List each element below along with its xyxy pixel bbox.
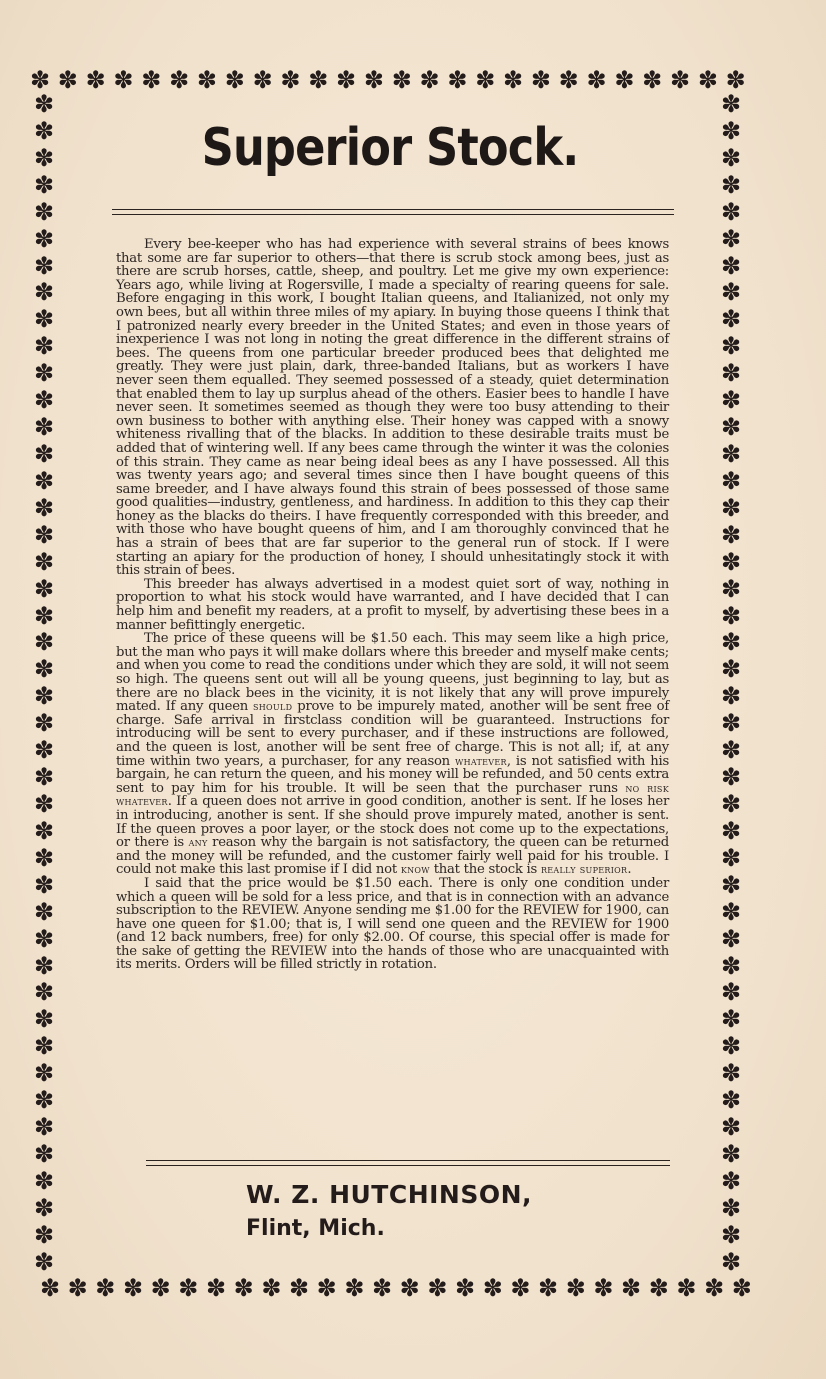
- flower-ornament-icon: ✽: [720, 197, 742, 226]
- flower-ornament-icon: ✽: [720, 1220, 742, 1249]
- flower-ornament-icon: ✽: [33, 709, 55, 738]
- flower-ornament-icon: ✽: [720, 1005, 742, 1034]
- emphasis-text: any: [188, 835, 208, 850]
- flower-ornament-icon: ✽: [33, 170, 55, 199]
- body-paragraph: [116, 238, 669, 578]
- flower-ornament-icon: ✽: [33, 655, 55, 684]
- closing-rule-top: [146, 1160, 670, 1161]
- flower-ornament-icon: ✽: [720, 90, 742, 118]
- flower-ornament-icon: ✽: [372, 1274, 393, 1302]
- flower-ornament-icon: ✽: [33, 1086, 55, 1115]
- flower-ornament-icon: ✽: [720, 709, 742, 738]
- flower-ornament-icon: ✽: [475, 66, 496, 94]
- flower-ornament-icon: ✽: [482, 1274, 503, 1302]
- flower-ornament-icon: ✽: [33, 466, 55, 495]
- flower-ornament-icon: ✽: [720, 763, 742, 792]
- emphasis-text: no risk whatever: [116, 780, 669, 809]
- flower-ornament-icon: ✽: [113, 66, 134, 94]
- flower-ornament-icon: ✽: [565, 1274, 586, 1302]
- flower-ornament-icon: ✽: [720, 439, 742, 468]
- flower-ornament-icon: ✽: [720, 843, 742, 872]
- flower-ornament-icon: ✽: [720, 278, 742, 307]
- flower-ornament-icon: ✽: [558, 66, 579, 94]
- flower-ornament-icon: ✽: [33, 1005, 55, 1034]
- flower-ornament-icon: ✽: [33, 439, 55, 468]
- paragraph-text: that the stock is: [429, 862, 541, 878]
- flower-ornament-icon: ✽: [720, 924, 742, 953]
- advertisement-body: [116, 238, 669, 972]
- flower-ornament-icon: ✽: [33, 1059, 55, 1088]
- flower-ornament-icon: ✽: [731, 1274, 752, 1302]
- flower-ornament-icon: ✽: [33, 305, 55, 334]
- body-paragraph: [116, 632, 669, 877]
- flower-ornament-icon: ✽: [720, 116, 742, 145]
- flower-ornament-icon: ✽: [33, 413, 55, 442]
- flower-ornament-icon: ✽: [33, 90, 55, 118]
- flower-ornament-icon: ✽: [261, 1274, 282, 1302]
- flower-ornament-icon: ✽: [33, 1166, 55, 1195]
- flower-ornament-icon: ✽: [720, 628, 742, 657]
- flower-ornament-icon: ✽: [39, 1274, 61, 1302]
- flower-ornament-icon: ✽: [363, 66, 384, 94]
- flower-ornament-icon: ✽: [725, 66, 746, 94]
- flower-ornament-icon: ✽: [141, 66, 162, 94]
- flower-ornament-icon: ✽: [95, 1274, 116, 1302]
- flower-ornament-icon: ✽: [586, 66, 607, 94]
- flower-ornament-icon: ✽: [720, 224, 742, 253]
- flower-ornament-icon: ✽: [33, 547, 55, 576]
- emphasis-text: should: [253, 699, 293, 714]
- flower-ornament-icon: ✽: [720, 1139, 742, 1168]
- flower-ornament-icon: ✽: [33, 520, 55, 549]
- ornamental-border-top: [28, 66, 748, 94]
- flower-ornament-icon: ✽: [33, 736, 55, 765]
- emphasis-text: know: [400, 862, 430, 877]
- flower-ornament-icon: ✽: [33, 1139, 55, 1168]
- flower-ornament-icon: ✽: [33, 332, 55, 361]
- title-rule-bottom: [112, 214, 674, 215]
- flower-ornament-icon: ✽: [33, 601, 55, 630]
- flower-ornament-icon: ✽: [33, 763, 55, 792]
- flower-ornament-icon: ✽: [252, 66, 273, 94]
- flower-ornament-icon: ✽: [33, 224, 55, 253]
- flower-ornament-icon: ✽: [33, 1113, 55, 1142]
- flower-ornament-icon: ✽: [33, 574, 55, 603]
- paragraph-text: This breeder has always advertised in a modest quiet sort of way, nothing in proportion to what his stock would have warranted, and I have decided that I can help him and benefit my readers, at a profit to myself, by advertising these bees in a manner befittingly energetic.: [116, 576, 669, 633]
- flower-ornament-icon: ✽: [447, 66, 468, 94]
- flower-ornament-icon: ✽: [669, 66, 691, 94]
- flower-ornament-icon: ✽: [704, 1274, 725, 1302]
- flower-ornament-icon: ✽: [720, 332, 742, 361]
- flower-ornament-icon: ✽: [33, 197, 55, 226]
- flower-ornament-icon: ✽: [720, 493, 742, 522]
- flower-ornament-icon: ✽: [720, 1059, 742, 1088]
- flower-ornament-icon: ✽: [720, 736, 742, 765]
- paragraph-text: reason why the bargain is not satisfactory, the queen can be returned and the money will be refunded, and the customer fairly well paid for his trouble. I could not make this last promise if I did not: [116, 835, 669, 878]
- flower-ornament-icon: ✽: [57, 66, 78, 94]
- flower-ornament-icon: ✽: [33, 116, 55, 145]
- flower-ornament-icon: ✽: [33, 386, 55, 415]
- flower-ornament-icon: ✽: [720, 1193, 742, 1222]
- flower-ornament-icon: ✽: [33, 628, 55, 657]
- flower-ornament-icon: ✽: [720, 978, 742, 1007]
- flower-ornament-icon: ✽: [196, 66, 218, 94]
- flower-ornament-icon: ✽: [391, 66, 412, 94]
- flower-ornament-icon: ✽: [33, 251, 55, 280]
- flower-ornament-icon: ✽: [697, 66, 718, 94]
- flower-ornament-icon: ✽: [33, 789, 55, 818]
- flower-ornament-icon: ✽: [288, 1274, 310, 1302]
- flower-ornament-icon: ✽: [344, 1274, 365, 1302]
- flower-ornament-icon: ✽: [33, 816, 55, 845]
- paragraph-text: Every bee-keeper who has had experience with several strains of bees knows that some are far superior to others—that there is scrub stock among bees, just as there are scrub horses, cattle, sheep, and poultry. Let me give my own experience: Years ago, while living at Rogersville, I made a specialty of rearing queens for sale. Before engaging in this work, I bought Italian queens, and Italianized, not only my own bees, but all within three miles of my apiary. In buying those queens I think that I patronized nearly every breeder in the United States; and even in those years of inexperience I was not long in noting the great difference in the different strains of bees. The queens from one particular breeder produced bees that delighted me greatly. They were just plain, dark, three-banded Italians, but as workers I have never seen them equalled. They seemed possessed of a steady, quiet determination that enabled them to lay up surplus ahead of the others. Easier bees to handle I have never seen. It sometimes seemed as though they were too busy attending to their own business to bother with anything else. Their honey was capped with a snowy whiteness rivalling that of the blacks. In addition to these desirable traits must be added that of wintering well. If any bees came through the winter it was the colonies of this strain. They came as near being ideal bees as any I have possessed. All this was twenty years ago; and several times since then I have bought queens of this same breeder, and I have always found this strain of bees possessed of those same good qualities—industry, gentleness, and hardiness. In addition to this they cap their honey as the blacks do theirs. I have frequently corresponded with this breeder, and with those who have bought queens of him, and I am thoroughly convinced that he has a strain of bees that are far superior to the general run of stock. If I were starting an apiary for the production of honey, I should unhesitatingly stock it with this strain of bees.: [116, 237, 669, 579]
- flower-ornament-icon: ✽: [648, 1274, 669, 1302]
- flower-ornament-icon: ✽: [720, 305, 742, 334]
- flower-ornament-icon: ✽: [503, 66, 524, 94]
- signature-place: Flint, Mich.: [246, 1216, 385, 1241]
- ornamental-border-right: [717, 92, 745, 1274]
- flower-ornament-icon: ✽: [169, 66, 190, 94]
- ornamental-border-bottom: [38, 1274, 754, 1302]
- body-paragraph: [116, 877, 669, 972]
- flower-ornament-icon: ✽: [29, 66, 51, 94]
- flower-ornament-icon: ✽: [720, 951, 742, 980]
- paragraph-text: .: [627, 862, 632, 878]
- flower-ornament-icon: ✽: [720, 816, 742, 845]
- flower-ornament-icon: ✽: [85, 66, 106, 94]
- flower-ornament-icon: ✽: [720, 143, 742, 172]
- flower-ornament-icon: ✽: [33, 278, 55, 307]
- flower-ornament-icon: ✽: [33, 1220, 55, 1249]
- flower-ornament-icon: ✽: [642, 66, 663, 94]
- paragraph-text: The price of these queens will be $1.50 each. This may seem like a high price, but the man who pays it will make dollars where this breeder and myself make cents; and when you come to read the conditions under which they are sold, it will not seem so high. The queens sent out will all be young queens, just beginning to lay, but as there are no black bees in the vicinity, it is not likely that any will prove impurely mated. If any queen: [116, 631, 669, 715]
- flower-ornament-icon: ✽: [720, 359, 742, 388]
- paragraph-text: I said that the price would be $1.50 each. There is only one condition under which a queen will be sold for a less price, and that is in connection with an advance subscription to the REVIEW. Anyone sending me $1.00 for the REVIEW for 1900, can have one queen for $1.00; that is, I will send one queen and the REVIEW for 1900 (and 12 back numbers, free) for only $2.00. Of course, this special offer is made for the sake of getting the REVIEW into the hands of those who are unacquainted with its merits. Orders will be filled strictly in rotation.: [116, 875, 669, 973]
- flower-ornament-icon: ✽: [720, 897, 742, 926]
- emphasis-text: really superior: [540, 862, 628, 877]
- flower-ornament-icon: ✽: [224, 66, 245, 94]
- flower-ornament-icon: ✽: [33, 1193, 55, 1222]
- flower-ornament-icon: ✽: [720, 1247, 742, 1276]
- flower-ornament-icon: ✽: [67, 1274, 88, 1302]
- flower-ornament-icon: ✽: [33, 359, 55, 388]
- flower-ornament-icon: ✽: [720, 789, 742, 818]
- flower-ornament-icon: ✽: [720, 655, 742, 684]
- flower-ornament-icon: ✽: [308, 66, 329, 94]
- flower-ornament-icon: ✽: [33, 493, 55, 522]
- flower-ornament-icon: ✽: [205, 1274, 227, 1302]
- flower-ornament-icon: ✽: [720, 1032, 742, 1061]
- flower-ornament-icon: ✽: [614, 66, 635, 94]
- flower-ornament-icon: ✽: [720, 574, 742, 603]
- flower-ornament-icon: ✽: [399, 1274, 420, 1302]
- flower-ornament-icon: ✽: [150, 1274, 171, 1302]
- flower-ornament-icon: ✽: [33, 682, 55, 711]
- flower-ornament-icon: ✽: [419, 66, 440, 94]
- title-rule-top: [112, 209, 674, 210]
- flower-ornament-icon: ✽: [720, 1113, 742, 1142]
- flower-ornament-icon: ✽: [280, 66, 301, 94]
- flower-ornament-icon: ✽: [720, 170, 742, 199]
- flower-ornament-icon: ✽: [455, 1274, 476, 1302]
- flower-ornament-icon: ✽: [720, 682, 742, 711]
- emphasis-text: whatever: [455, 753, 507, 768]
- flower-ornament-icon: ✽: [720, 547, 742, 576]
- flower-ornament-icon: ✽: [720, 413, 742, 442]
- flower-ornament-icon: ✽: [33, 897, 55, 926]
- flower-ornament-icon: ✽: [720, 1086, 742, 1115]
- flower-ornament-icon: ✽: [593, 1274, 614, 1302]
- flower-ornament-icon: ✽: [336, 66, 357, 94]
- ornamental-border-left: [30, 92, 58, 1274]
- flower-ornament-icon: ✽: [233, 1274, 254, 1302]
- flower-ornament-icon: ✽: [33, 843, 55, 872]
- flower-ornament-icon: ✽: [621, 1274, 642, 1302]
- flower-ornament-icon: ✽: [530, 66, 551, 94]
- flower-ornament-icon: ✽: [720, 870, 742, 899]
- flower-ornament-icon: ✽: [720, 466, 742, 495]
- flower-ornament-icon: ✽: [720, 601, 742, 630]
- body-paragraph: [116, 578, 669, 632]
- flower-ornament-icon: ✽: [33, 1032, 55, 1061]
- flower-ornament-icon: ✽: [720, 386, 742, 415]
- flower-ornament-icon: ✽: [720, 520, 742, 549]
- flower-ornament-icon: ✽: [178, 1274, 199, 1302]
- flower-ornament-icon: ✽: [33, 1247, 55, 1276]
- flower-ornament-icon: ✽: [33, 143, 55, 172]
- closing-rule-bottom: [146, 1165, 670, 1166]
- flower-ornament-icon: ✽: [33, 870, 55, 899]
- flower-ornament-icon: ✽: [510, 1274, 531, 1302]
- page-title: Superior Stock.: [201, 118, 579, 178]
- paragraph-text: , is not satisfied with his bargain, he can return the queen, and his money will be refunded, and 50 cents extra sent to pay him for his trouble. It will be seen that the purchaser runs: [116, 753, 669, 796]
- flower-ornament-icon: ✽: [720, 251, 742, 280]
- flower-ornament-icon: ✽: [720, 1166, 742, 1195]
- paragraph-text: prove to be impurely mated, another will be sent free of charge. Safe arrival in firstclass condition will be guaranteed. Instructions for introducing will be sent to every purchaser, and if these instructions are followed, and the queen is lost, another will be sent free of charge. This is not all; if, at any time within two years, a purchaser, for any reason: [116, 699, 669, 769]
- flower-ornament-icon: ✽: [33, 924, 55, 953]
- signature-name: W. Z. HUTCHINSON,: [246, 1180, 533, 1209]
- paragraph-text: . If a queen does not arrive in good condition, another is sent. If he loses her in introducing, another is sent. If she should prove impurely mated, another is sent. If the queen proves a poor layer, or the stock does not come up to the expectations, or there is: [116, 794, 669, 851]
- flower-ornament-icon: ✽: [33, 978, 55, 1007]
- flower-ornament-icon: ✽: [33, 951, 55, 980]
- flower-ornament-icon: ✽: [427, 1274, 448, 1302]
- flower-ornament-icon: ✽: [316, 1274, 337, 1302]
- flower-ornament-icon: ✽: [122, 1274, 144, 1302]
- flower-ornament-icon: ✽: [538, 1274, 559, 1302]
- flower-ornament-icon: ✽: [676, 1274, 697, 1302]
